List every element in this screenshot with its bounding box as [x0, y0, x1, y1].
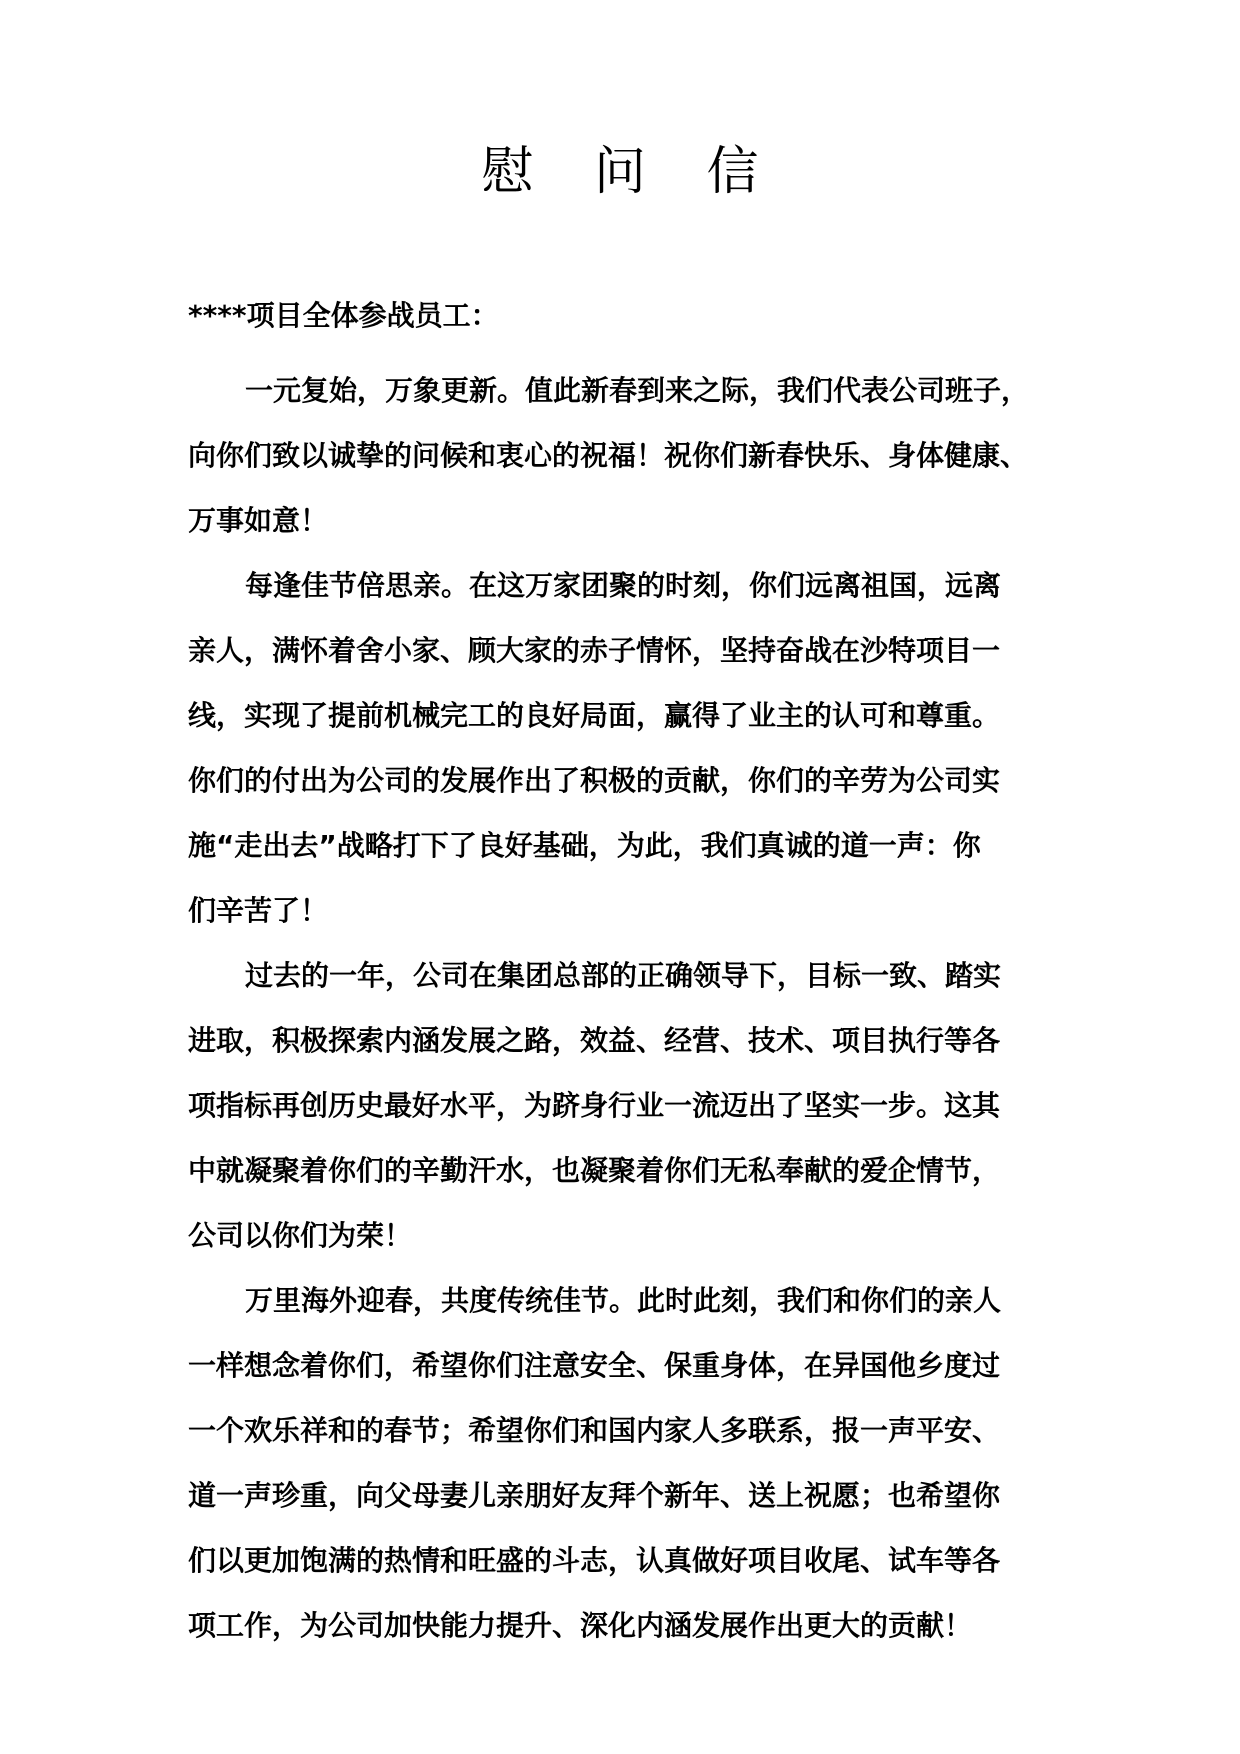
letter-salutation: ****项目全体参战员工：	[188, 299, 499, 332]
paragraph-line: 一样想念着你们，希望你们注意安全、保重身体，在异国他乡度过	[188, 1349, 1001, 1382]
paragraph-line: 万事如意！	[188, 504, 329, 537]
paragraph-line: 你们的付出为公司的发展作出了积极的贡献，你们的辛劳为公司实	[188, 764, 1001, 797]
paragraph-line: 们辛苦了！	[188, 894, 329, 927]
paragraph-line: 向你们致以诚挚的问候和衷心的祝福！祝你们新春快乐、身体健康、	[188, 439, 1029, 472]
paragraph-wishes	[188, 1268, 1068, 1658]
paragraph-past-year	[188, 943, 1068, 1268]
letter-title: 慰 问 信	[481, 142, 781, 202]
paragraph-line: 线，实现了提前机械完工的良好局面，赢得了业主的认可和尊重。	[188, 699, 1001, 732]
paragraph-line: 一个欢乐祥和的春节；希望你们和国内家人多联系，报一声平安、	[188, 1414, 1001, 1447]
letter-body	[188, 358, 1068, 1658]
paragraph-line: 每逢佳节倍思亲。在这万家团聚的时刻，你们远离祖国，远离	[245, 569, 1002, 602]
paragraph-line: 过去的一年，公司在集团总部的正确领导下，目标一致、踏实	[245, 959, 1002, 992]
paragraph-line: 亲人，满怀着舍小家、顾大家的赤子情怀，坚持奋战在沙特项目一	[188, 634, 1001, 667]
paragraph-appreciation	[188, 553, 1068, 943]
paragraph-line: 中就凝聚着你们的辛勤汗水，也凝聚着你们无私奉献的爱企情节，	[188, 1154, 1001, 1187]
paragraph-line: 万里海外迎春，共度传统佳节。此时此刻，我们和你们的亲人	[245, 1284, 1002, 1317]
paragraph-line: 项工作，为公司加快能力提升、深化内涵发展作出更大的贡献！	[188, 1609, 973, 1642]
paragraph-line: 进取，积极探索内涵发展之路，效益、经营、技术、项目执行等各	[188, 1024, 1001, 1057]
paragraph-line: 一元复始，万象更新。值此新春到来之际，我们代表公司班子，	[245, 374, 1030, 407]
paragraph-line: 道一声珍重，向父母妻儿亲朋好友拜个新年、送上祝愿；也希望你	[188, 1479, 1001, 1512]
paragraph-line: 项指标再创历史最好水平，为跻身行业一流迈出了坚实一步。这其	[188, 1089, 1001, 1122]
paragraph-new-year-greeting	[188, 358, 1068, 553]
paragraph-line: 施“走出去”战略打下了良好基础，为此，我们真诚的道一声：你	[188, 829, 981, 862]
paragraph-line: 们以更加饱满的热情和旺盛的斗志，认真做好项目收尾、试车等各	[188, 1544, 1001, 1577]
paragraph-line: 公司以你们为荣！	[188, 1219, 413, 1252]
